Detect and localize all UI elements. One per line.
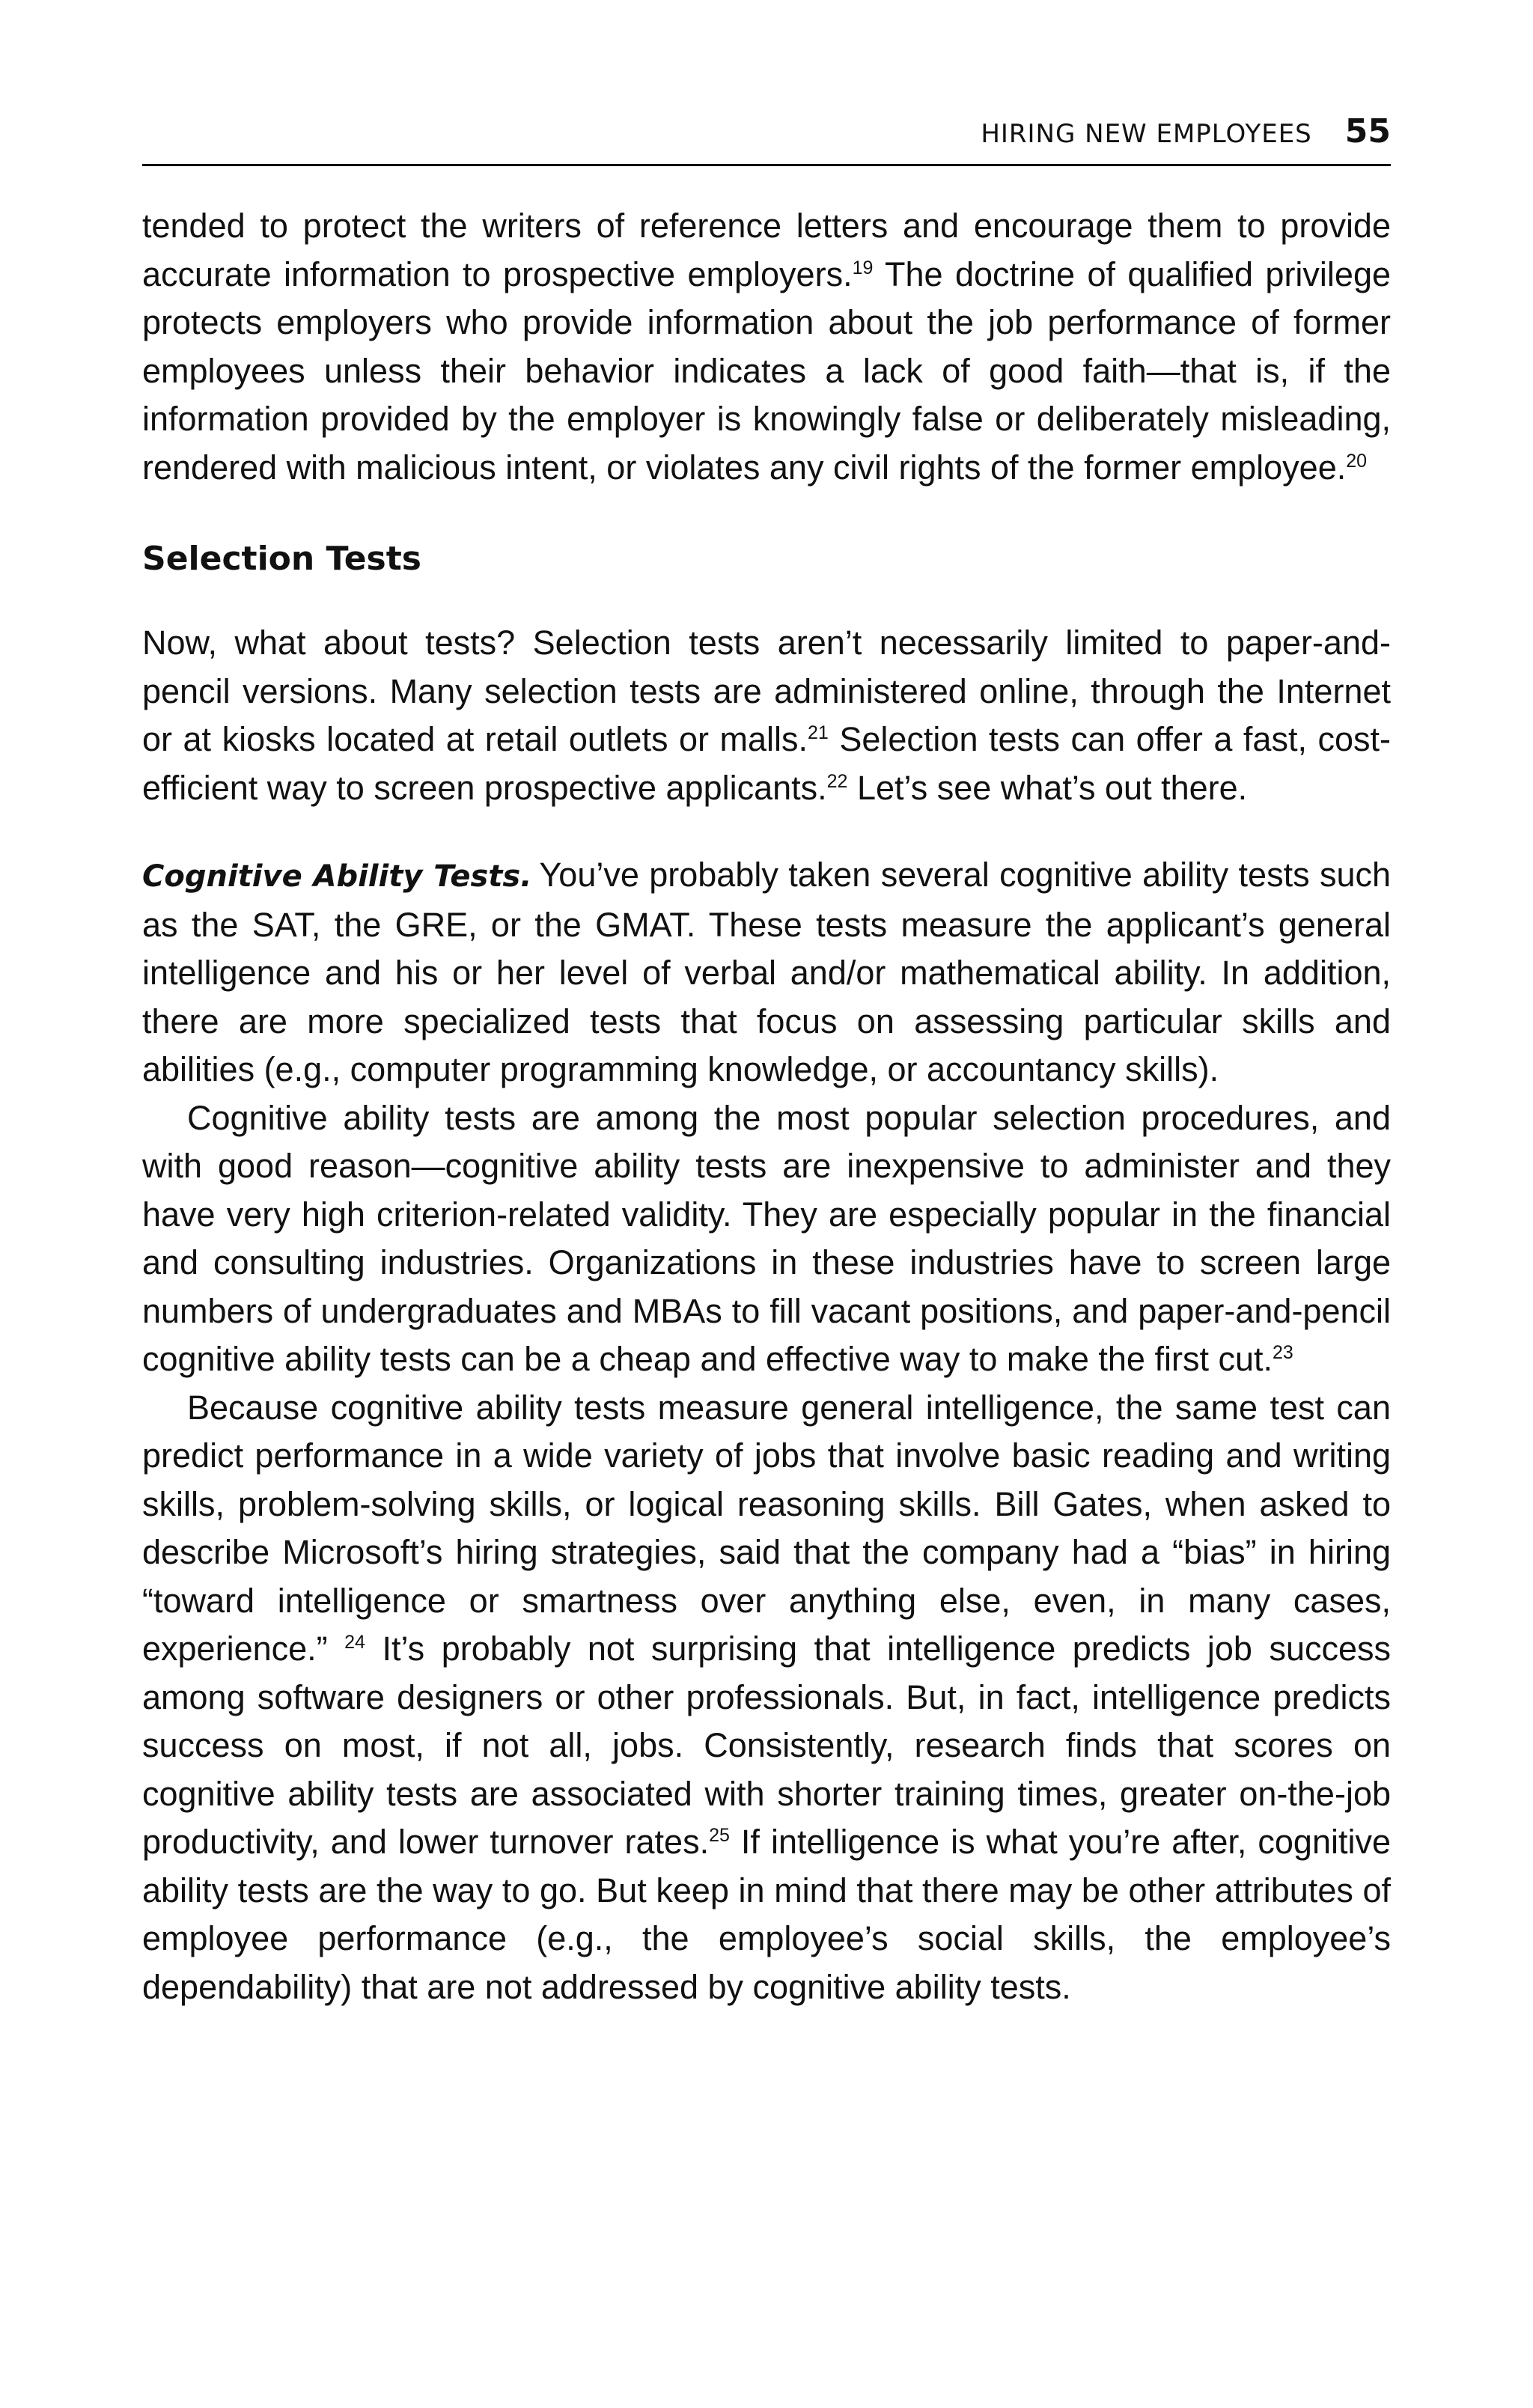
running-head bbox=[142, 112, 1391, 166]
footnote-ref-25[interactable]: 25 bbox=[709, 1825, 730, 1846]
paragraph-text: If intelligence is what you’re after, cognitive ability tests are the way to go. But keep in mind that there may be other attributes of employee performance (e.g., the employee’s social skills, the employee’s dependability) that are not addressed by cognitive ability tests. bbox=[142, 1823, 1391, 2006]
paragraph-popular-procedures bbox=[142, 1094, 1391, 1384]
footnote-ref-21[interactable]: 21 bbox=[808, 722, 829, 743]
footnote-ref-19[interactable]: 19 bbox=[852, 257, 874, 278]
paragraph-text: The doctrine of qualified privilege protects employers who provide information about the job performance of former employees unless their behavior indicates a lack of good faith—that is, if the information provided by the employer is knowingly false or deliberately misleading, rendered with malicious intent, or violates any civil rights of the former employee. bbox=[142, 254, 1392, 487]
paragraph-text: Selection tests can offer a fast, cost-efficient way to screen prospective applicants. bbox=[142, 720, 1391, 807]
paragraph-text: It’s probably not surprising that intelligence predicts job success among software designers or other professionals. But, in fact, intelligence predicts success on most, if not all, jobs. Consistently, research finds that scores on cognitive ability tests are associated with shorter training times, greater on-the-job productivity, and lower turnover rates. bbox=[142, 1630, 1391, 1861]
footnote-ref-22[interactable]: 22 bbox=[826, 770, 848, 792]
paragraph-text: tended to protect the writers of reference letters and encourage them to provide accurate information to prospective employers. bbox=[142, 207, 1391, 293]
footnote-ref-23[interactable]: 23 bbox=[1272, 1342, 1293, 1363]
body-text bbox=[142, 202, 1391, 2011]
paragraph-text: Cognitive ability tests are among the most popular selection procedures, and with good reason—cognitive ability tests are inexpensive to administer and they have very high criterion-related validity. They are especially popular in the financial and consulting industries. Organizations in these industries have to screen large numbers of undergraduates and MBAs to fill vacant positions, and paper-and-pencil cognitive ability tests can be a cheap and effective way to make the first cut. bbox=[142, 1098, 1391, 1378]
paragraph-text: Now, what about tests? Selection tests aren’t necessarily limited to paper-and-pencil versions. Many selection tests are administered online, through the Internet or at kiosks located at retail outlets or malls. bbox=[142, 624, 1391, 758]
run-in-heading: Cognitive Ability Tests. bbox=[142, 859, 532, 894]
paragraph-cognitive-ability bbox=[142, 851, 1391, 1094]
paragraph-text: Because cognitive ability tests measure general intelligence, the same test can predict performance in a wide variety of jobs that involve basic reading and writing skills, problem-solving skills, or logical reasoning skills. Bill Gates, when asked to describe Microsoft’s hiring strategies, said that the company had a “bias” in hiring “toward intelligence or smartness over anything else, even, in many cases, experience.” bbox=[142, 1388, 1391, 1668]
paragraph-general-intelligence bbox=[142, 1384, 1391, 2012]
footnote-ref-20[interactable]: 20 bbox=[1346, 450, 1368, 472]
footnote-ref-24[interactable]: 24 bbox=[344, 1632, 365, 1653]
book-page bbox=[142, 112, 1391, 2011]
section-heading: Selection Tests bbox=[142, 540, 421, 578]
paragraph-text: You’ve probably taken several cognitive ability tests such as the SAT, the GRE, or the GMAT. These tests measure the applicant’s general intelligence and his or her level of verbal and/or mathematical ability. In addition, there are more specialized tests that focus on assessing particular skills and abilities (e.g., computer programming knowledge, or accountancy skills). bbox=[142, 856, 1392, 1088]
page-number: 55 bbox=[1344, 112, 1391, 150]
paragraph-reference-letters bbox=[142, 202, 1391, 492]
paragraph-text: Let’s see what’s out there. bbox=[847, 768, 1248, 807]
running-title: HIRING NEW EMPLOYEES bbox=[981, 119, 1312, 149]
paragraph-selection-tests bbox=[142, 619, 1391, 812]
